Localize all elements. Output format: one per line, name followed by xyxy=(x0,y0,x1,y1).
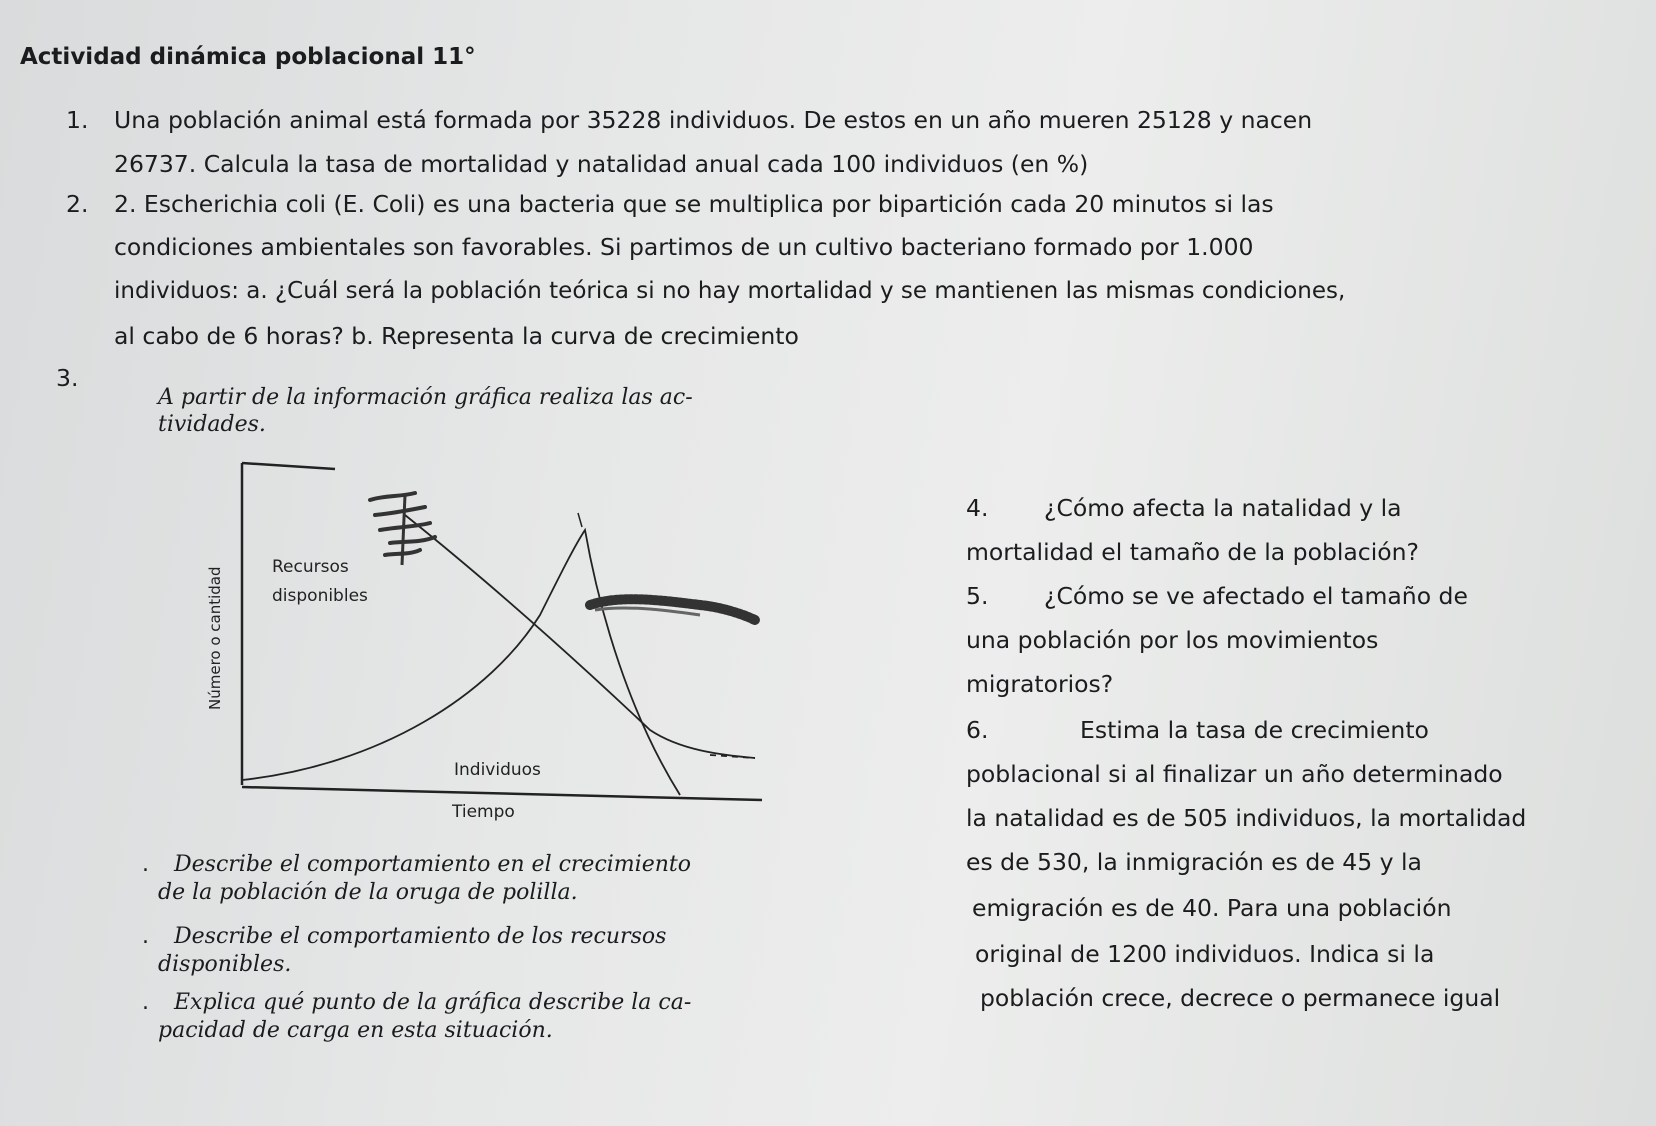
q1-line-2: 26737. Calcula la tasa de mortalidad y natalidad anual cada 100 individuos (en %) xyxy=(114,150,1089,178)
bullet-1: . xyxy=(142,852,149,877)
q1-number: 1. xyxy=(66,106,89,134)
activity-3-line-1: Explica qué punto de la gráfica describe la ca- xyxy=(174,990,692,1015)
q5-line-2: una población por los movimientos xyxy=(966,626,1379,654)
q6-line-4: es de 530, la inmigración es de 45 y la xyxy=(966,848,1422,876)
q5-line-1: ¿Cómo se ve afectado el tamaño de xyxy=(1044,582,1468,610)
q3-number: 3. xyxy=(56,364,79,392)
y-axis-label: Número o cantidad xyxy=(206,566,224,710)
x-axis xyxy=(242,787,762,800)
q1-line-1: Una población animal está formada por 35228 individuos. De estos en un año mueren 25128 y nacen xyxy=(114,106,1313,134)
q6-line-5: emigración es de 40. Para una población xyxy=(972,894,1452,922)
activity-1-line-2: de la población de la oruga de polilla. xyxy=(158,880,578,905)
page-title: Actividad dinámica poblacional 11° xyxy=(20,44,476,70)
q6-line-1: Estima la tasa de crecimiento xyxy=(1080,716,1429,744)
q4-line-2: mortalidad el tamaño de la población? xyxy=(966,538,1419,566)
y-axis-top xyxy=(242,463,335,469)
q2-line-4: al cabo de 6 horas? b. Representa la curva de crecimiento xyxy=(114,322,799,350)
activity-2-line-1: Describe el comportamiento de los recursos xyxy=(174,924,667,949)
resources-label-2: disponibles xyxy=(272,586,368,606)
q4-line-1: ¿Cómo afecta la natalidad y la xyxy=(1044,494,1402,522)
q3-intro-line-2: tividades. xyxy=(158,412,266,437)
resources-label-1: Recursos xyxy=(272,557,349,577)
activity-1-line-1: Describe el comportamiento en el crecimiento xyxy=(174,852,691,877)
q5-line-3: migratorios? xyxy=(966,670,1114,698)
x-axis-label: Tiempo xyxy=(452,802,515,822)
q2-number: 2. xyxy=(66,190,89,218)
bullet-3: . xyxy=(142,990,149,1015)
q6-number: 6. xyxy=(966,716,989,744)
q3-intro-line-1: A partir de la información gráfica realiza las ac- xyxy=(158,385,693,410)
q4-number: 4. xyxy=(966,494,989,522)
q6-line-3: la natalidad es de 505 individuos, la mortalidad xyxy=(966,804,1527,832)
activity-2-line-2: disponibles. xyxy=(158,952,292,977)
caterpillar-illustration xyxy=(590,599,755,620)
q6-line-6: original de 1200 individuos. Indica si la xyxy=(975,940,1435,968)
individuals-label: Individuos xyxy=(454,760,541,780)
peak-mark xyxy=(578,513,582,527)
activity-3-line-2: pacidad de carga en esta situación. xyxy=(158,1018,553,1043)
q2-line-1: 2. Escherichia coli (E. Coli) es una bacteria que se multiplica por bipartición cada 20 minutos si las xyxy=(114,190,1274,218)
q2-line-2: condiciones ambientales son favorables. Si partimos de un cultivo bacteriano formado por 1.000 xyxy=(114,233,1254,261)
bullet-2: . xyxy=(142,924,149,949)
q5-number: 5. xyxy=(966,582,989,610)
q6-line-2: poblacional si al finalizar un año determinado xyxy=(966,760,1503,788)
q2-line-3: individuos: a. ¿Cuál será la población teórica si no hay mortalidad y se mantienen las mismas condiciones, xyxy=(114,278,1346,304)
q6-line-7: población crece, decrece o permanece igual xyxy=(980,984,1501,1012)
population-chart xyxy=(180,455,840,875)
resources-curve xyxy=(405,515,755,758)
plant-illustration xyxy=(370,493,435,565)
